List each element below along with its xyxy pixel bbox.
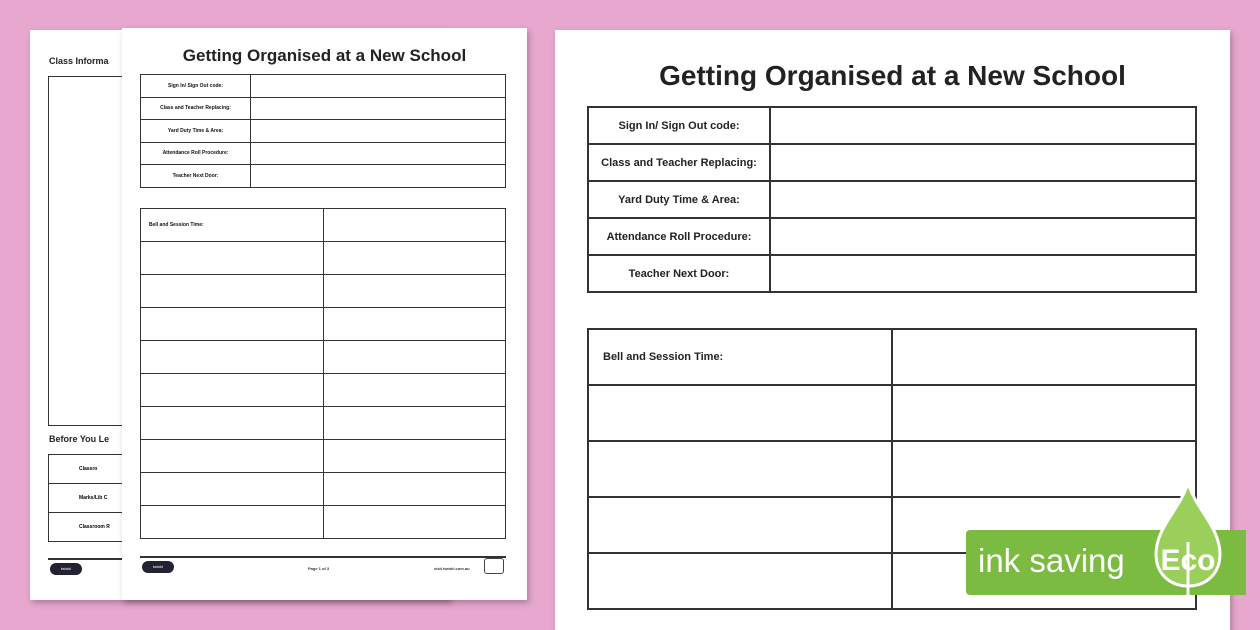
site-url: visit twinkl.com.au — [434, 566, 470, 571]
twinkl-logo: twinkl — [142, 561, 174, 573]
table-row — [588, 107, 1196, 144]
table-row — [141, 308, 506, 341]
table-row — [588, 144, 1196, 181]
table-row — [141, 374, 506, 407]
table-row — [588, 218, 1196, 255]
table-cell: Classro — [49, 455, 148, 484]
bell-session-label: Bell and Session Time: — [141, 209, 324, 242]
info-table — [587, 106, 1197, 293]
table-cell — [141, 440, 324, 473]
ink-saving-eco-badge — [966, 530, 1246, 595]
page-title: Getting Organised at a New School — [182, 46, 467, 65]
publisher-logo-icon — [484, 558, 504, 574]
table-row — [141, 440, 506, 473]
table-row — [141, 407, 506, 440]
answer-cell — [892, 329, 1196, 385]
eco-label: Eco — [1160, 544, 1216, 577]
row-label: Class and Teacher Replacing: — [141, 97, 251, 120]
answer-cell — [251, 120, 506, 143]
row-label: Attendance Roll Procedure: — [588, 218, 770, 255]
table-cell: Marks/Lib C — [49, 484, 148, 513]
table-cell — [141, 242, 324, 275]
table-row — [141, 75, 506, 98]
table-cell — [141, 473, 324, 506]
answer-cell — [251, 75, 506, 98]
table-row — [141, 120, 506, 143]
table-row — [588, 329, 1196, 385]
table-cell — [141, 341, 324, 374]
answer-cell — [770, 255, 1196, 292]
answer-cell — [251, 97, 506, 120]
table-cell — [141, 275, 324, 308]
table-cell: Classroom R — [49, 513, 148, 542]
table-cell — [323, 308, 506, 341]
table-cell — [141, 506, 324, 539]
table-cell — [323, 275, 506, 308]
table-cell — [588, 497, 892, 553]
table-cell — [588, 553, 892, 609]
class-information-heading: Class Informa — [49, 56, 109, 66]
leaf-drop-icon — [1154, 482, 1222, 602]
table-row — [141, 506, 506, 539]
table-row — [141, 473, 506, 506]
row-label: Yard Duty Time & Area: — [141, 120, 251, 143]
row-label: Teacher Next Door: — [588, 255, 770, 292]
page-number: Page 1 of 3 — [308, 566, 330, 571]
row-label: Sign In/ Sign Out code: — [141, 75, 251, 98]
table-cell — [323, 407, 506, 440]
answer-cell — [770, 107, 1196, 144]
table-cell — [141, 407, 324, 440]
before-you-leave-heading: Before You Le — [49, 434, 110, 444]
table-row — [141, 142, 506, 165]
table-row — [141, 242, 506, 275]
table-cell — [892, 441, 1196, 497]
row-label: Yard Duty Time & Area: — [588, 181, 770, 218]
answer-cell — [251, 142, 506, 165]
answer-cell — [770, 181, 1196, 218]
table-cell — [323, 506, 506, 539]
table-row — [141, 165, 506, 188]
answer-cell — [770, 144, 1196, 181]
bell-session-label: Bell and Session Time: — [588, 329, 892, 385]
table-row — [141, 97, 506, 120]
table-cell — [892, 385, 1196, 441]
table-row — [141, 341, 506, 374]
info-table — [140, 74, 506, 188]
middle-worksheet-page — [122, 28, 527, 600]
table-row — [588, 441, 1196, 497]
row-label: Teacher Next Door: — [141, 165, 251, 188]
table-cell — [141, 374, 324, 407]
table-row — [588, 385, 1196, 441]
answer-cell — [323, 209, 506, 242]
table-row — [141, 209, 506, 242]
table-row — [588, 181, 1196, 218]
answer-cell — [251, 165, 506, 188]
table-cell — [323, 374, 506, 407]
table-cell — [323, 242, 506, 275]
page-title: Getting Organised at a New School — [659, 60, 1126, 91]
row-label: Class and Teacher Replacing: — [588, 144, 770, 181]
bell-session-table — [140, 208, 506, 539]
table-row — [588, 255, 1196, 292]
table-cell — [323, 473, 506, 506]
footer-divider — [140, 556, 506, 558]
row-label: Sign In/ Sign Out code: — [588, 107, 770, 144]
table-cell — [588, 441, 892, 497]
table-row — [141, 275, 506, 308]
twinkl-logo: twinkl — [50, 563, 82, 575]
table-cell — [588, 385, 892, 441]
answer-cell — [770, 218, 1196, 255]
row-label: Attendance Roll Procedure: — [141, 142, 251, 165]
table-cell — [323, 440, 506, 473]
ink-saving-label: ink saving — [978, 542, 1125, 579]
table-cell — [323, 341, 506, 374]
table-cell — [141, 308, 324, 341]
